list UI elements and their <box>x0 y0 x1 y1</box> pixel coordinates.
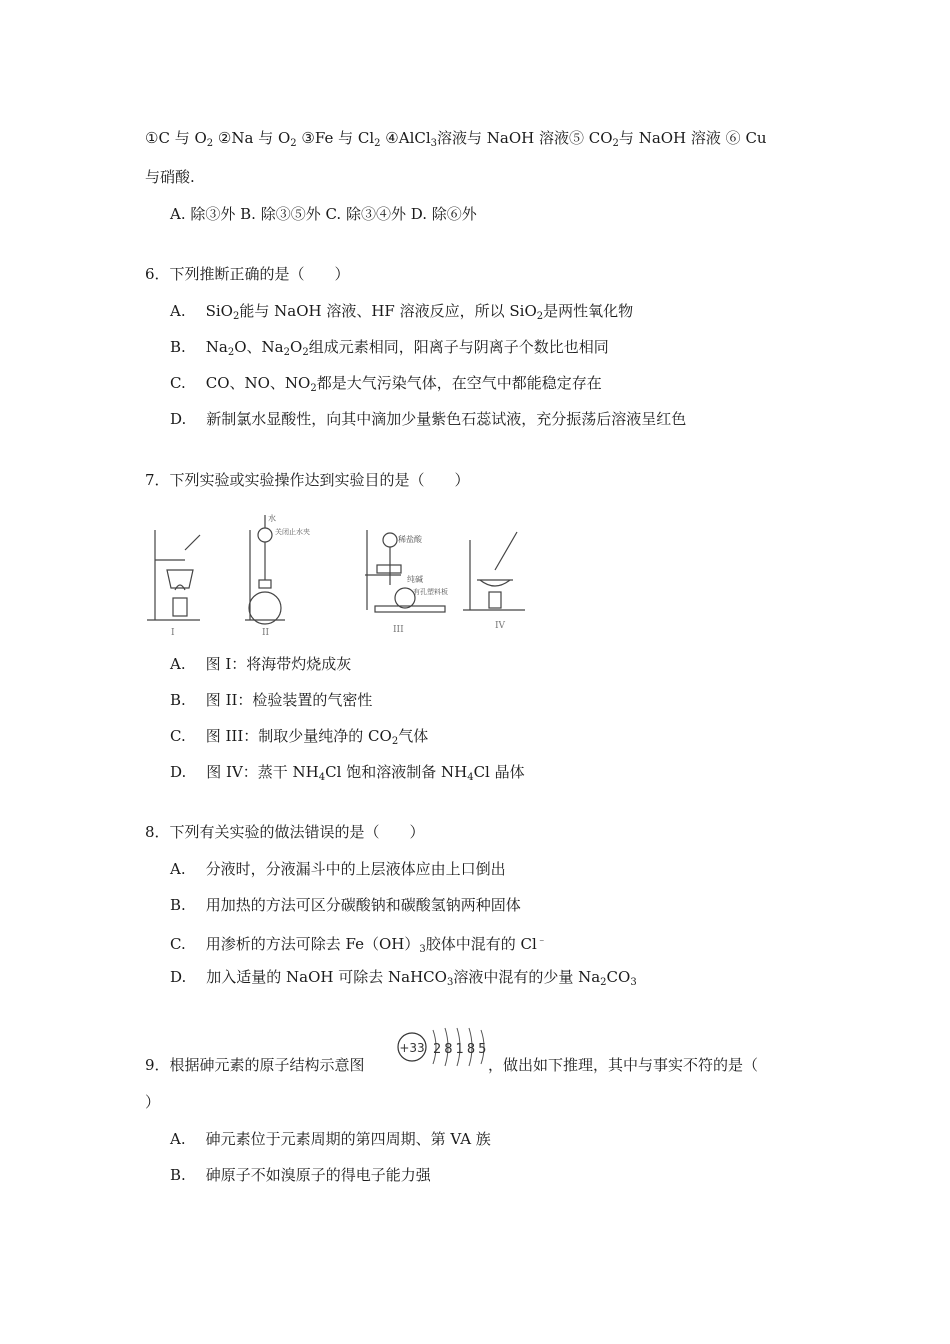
figure-2-flask <box>245 513 310 638</box>
q9-stem-part3: ） <box>145 1093 161 1111</box>
svg-text:III: III <box>393 625 404 635</box>
q6-option-d: D. 新制氯水显酸性，向其中滴加少量紫色石蕊试液，充分振荡后溶液呈红色 <box>170 410 687 428</box>
arsenic-atom-structure-diagram <box>395 1022 490 1072</box>
label-dilute-hcl: 稀盐酸 <box>398 535 422 544</box>
q6-option-b: B. $Na_2O$、$Na_2O_2$组成元素相同，阳离子与阴离子个数比也相同 <box>170 338 609 358</box>
label-close-clip: 关闭止水夹 <box>275 528 310 536</box>
q8-option-c: C. 用渗析的方法可除去 $Fe(OH)_3$胶体中混有的 Cl﹣ <box>170 935 547 955</box>
q6-stem: 6．下列推断正确的是（ ） <box>145 265 350 283</box>
label-plastic-board: 有孔塑料板 <box>413 588 448 596</box>
nucleus-charge: +33 <box>399 1041 425 1055</box>
q6-option-a: A. SiO$_2$能与 NaOH 溶液、HF 溶液反应，所以 SiO$_2$是两性氧化物 <box>170 302 634 322</box>
q9-stem-part1: 9．根据砷元素的原子结构示意图 <box>145 1056 365 1074</box>
q7-option-d: D. 图 IV：蒸干 $NH_4Cl$ 饱和溶液制备 $NH_4Cl$ 晶体 <box>170 763 525 783</box>
svg-text:II: II <box>262 628 270 638</box>
q7-stem: 7．下列实验或实验操作达到实验目的是（ ） <box>145 471 470 489</box>
figure-1-crucible <box>147 530 200 638</box>
q9-option-b: B. 砷原子不如溴原子的得电子能力强 <box>170 1166 431 1184</box>
label-soda-ash: 纯碱 <box>407 575 423 584</box>
q8-stem: 8．下列有关实验的做法错误的是（ ） <box>145 823 425 841</box>
q9-option-a: A. 砷元素位于元素周期的第四周期、第 VA 族 <box>170 1130 491 1148</box>
q8-option-a: A. 分液时，分液漏斗中的上层液体应由上口倒出 <box>170 860 506 878</box>
q6-option-c: C. CO、NO、$NO_2$都是大气污染气体，在空气中都能稳定存在 <box>170 374 602 394</box>
q8-option-d: D. 加入适量的 NaOH 可除去 NaHCO$_3$溶液中混有的少量 $Na_2CO_3$ <box>170 968 637 988</box>
q7-option-a: A. 图 I：将海带灼烧成灰 <box>170 655 352 673</box>
figure-3-generator <box>365 530 448 635</box>
q7-option-b: B. 图 II：检验装置的气密性 <box>170 691 373 709</box>
q7-apparatus-figure <box>145 510 525 640</box>
q8-option-b: B. 用加热的方法可区分碳酸钠和碳酸氢钠两种固体 <box>170 896 521 914</box>
label-water: 水 <box>268 514 276 523</box>
q9-stem-part2: ，做出如下推理，其中与事实不符的是（ <box>488 1056 759 1074</box>
svg-text:IV: IV <box>495 621 506 631</box>
q5-stem-line1: ①C 与 $O_2$ ②Na 与 $O_2$ ③Fe 与 $Cl_2$ ④AlCl$_3$溶液与 NaOH 溶液⑤ $CO_2$与 NaOH 溶液 ⑥ Cu <box>145 129 767 149</box>
figure-4-evaporating-dish <box>463 532 525 631</box>
q7-option-c: C. 图 III：制取少量纯净的 $CO_2$气体 <box>170 727 429 747</box>
q5-stem-line2: 与硝酸. <box>145 168 195 186</box>
electron-shells: 28185 <box>433 1042 490 1057</box>
q5-options: A. 除③外 B. 除③⑤外 C. 除③④外 D. 除⑥外 <box>170 205 477 223</box>
svg-text:I: I <box>171 628 175 638</box>
